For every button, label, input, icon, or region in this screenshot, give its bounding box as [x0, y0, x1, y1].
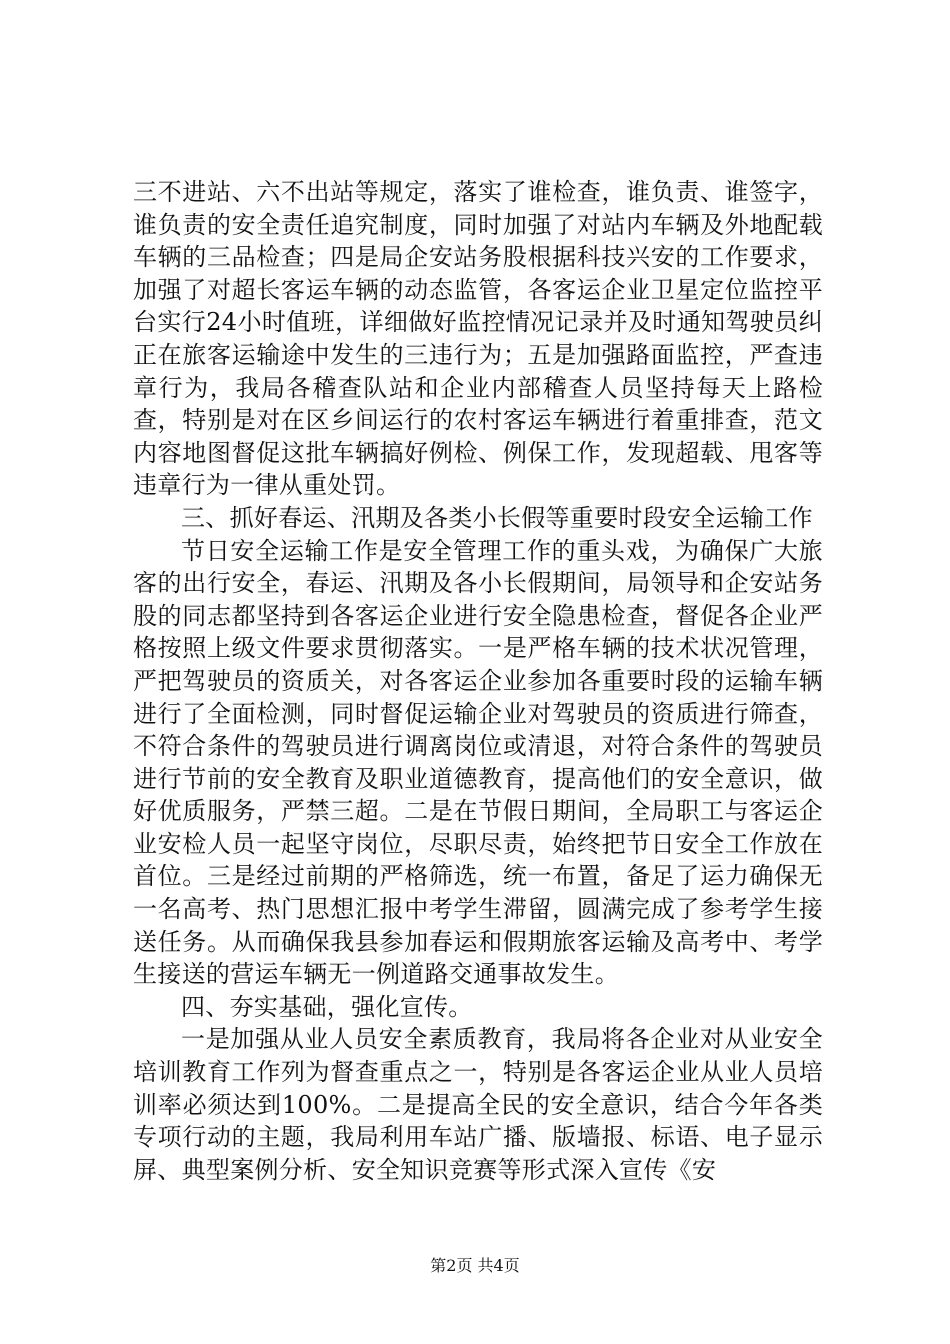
paragraph-holiday-safety: 节日安全运输工作是安全管理工作的重头戏，为确保广大旅客的出行安全，春运、汛期及各小长假期间，局领导和企安站务股的同志都坚持到各客运企业进行安全隐患检查，督促各企业严格按照上级文件要求贯彻落实。一是严格车辆的技术状况管理，严把驾驶员的资质关，对各客运企业参加各重要时段的运输车辆进行了全面检测，同时督促运输企业对驾驶员的资质进行筛查，不符合条件的驾驶员进行调离岗位或清退，对符合条件的驾驶员进行节前的安全教育及职业道德教育，提高他们的安全意识，做好优质服务，严禁三超。二是在节假日期间，全局职工与客运企业安检人员一起坚守岗位，尽职尽责，始终把节日安全工作放在首位。三是经过前期的严格筛选，统一布置，备足了运力确保无一名高考、热门思想汇报中考学生滞留，圆满完成了参考学生接送任务。从而确保我县参加春运和假期旅客运输及高考中、考学生接送的营运车辆无一例道路交通事故发生。	[133, 536, 823, 989]
document-body	[133, 176, 823, 1186]
page-number-footer: 第2页 共4页	[430, 1256, 520, 1275]
section-heading-four: 四、夯实基础，强化宣传。	[181, 992, 473, 1021]
section-heading-three: 三、抓好春运、汛期及各类小长假等重要时段安全运输工作	[181, 503, 813, 532]
paragraph-education: 一是加强从业人员安全素质教育，我局将各企业对从业安全培训教育工作列为督查重点之一，特别是各客运企业从业人员培训率必须达到100%。二是提高全民的安全意识，结合今年各类专项行动的主题，我局利用车站广播、版墙报、标语、电子显示屏、典型案例分析、安全知识竞赛等形式深入宣传《安	[133, 1025, 823, 1184]
paragraph-continuation: 三不进站、六不出站等规定，落实了谁检查，谁负责、谁签字，谁负责的安全责任追究制度，同时加强了对站内车辆及外地配载车辆的三品检查；四是局企安站务股根据科技兴安的工作要求，加强了对超长客运车辆的动态监管，各客运企业卫星定位监控平台实行24小时值班，详细做好监控情况记录并及时通知驾驶员纠正在旅客运输途中发生的三违行为；五是加强路面监控，严查违章行为，我局各稽查队站和企业内部稽查人员坚持每天上路检查，特别是对在区乡间运行的农村客运车辆进行着重排查，范文内容地图督促这批车辆搞好例检、例保工作，发现超载、甩客等违章行为一律从重处罚。	[133, 178, 823, 500]
